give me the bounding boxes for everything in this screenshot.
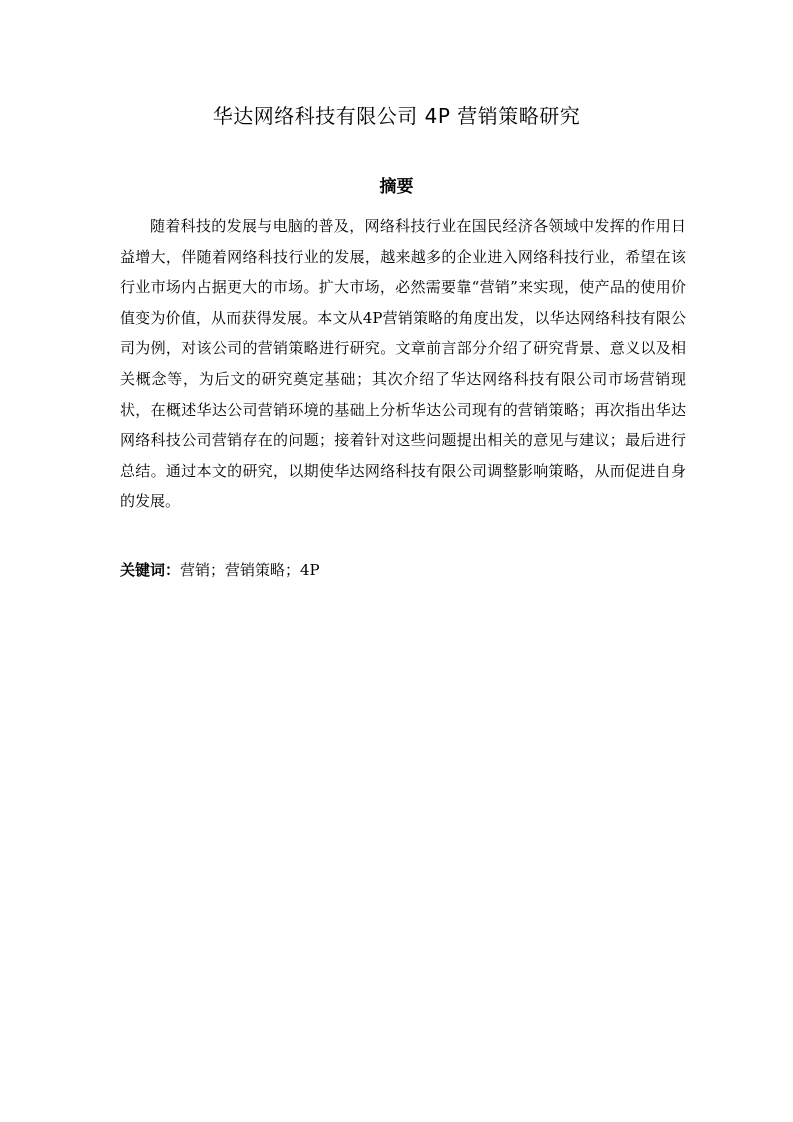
abstract-body: 随着科技的发展与电脑的普及，网络科技行业在国民经济各领域中发挥的作用日益增大，伴随着网络科技行业的发展，越来越多的企业进入网络科技行业，希望在该行业市场内占据更大的市场。扩大市场，必然需要靠“营销”来实现，使产品的使用价值变为价值，从而获得发展。本文从4P营销策略的角度出发，以华达网络科技有限公司为例，对该公司的营销策略进行研究。文章前言部分介绍了研究背景、意义以及相关概念等，为后文的研究奠定基础；其次介绍了华达网络科技有限公司市场营销现状，在概述华达公司营销环境的基础上分析华达公司现有的营销策略；再次指出华达网络科技公司营销存在的问题；接着针对这些问题提出相关的意见与建议；最后进行总结。通过本文的研究，以期使华达网络科技有限公司调整影响策略，从而促进自身的发展。 (120, 217, 686, 511)
keywords-line (120, 557, 686, 583)
document-title: 华达网络科技有限公司 4P 营销策略研究 (212, 104, 581, 128)
abstract-heading: 摘要 (379, 177, 414, 197)
keywords-value: 营销；营销策略；4P (180, 561, 320, 579)
keywords-label: 关键词： (120, 561, 181, 579)
